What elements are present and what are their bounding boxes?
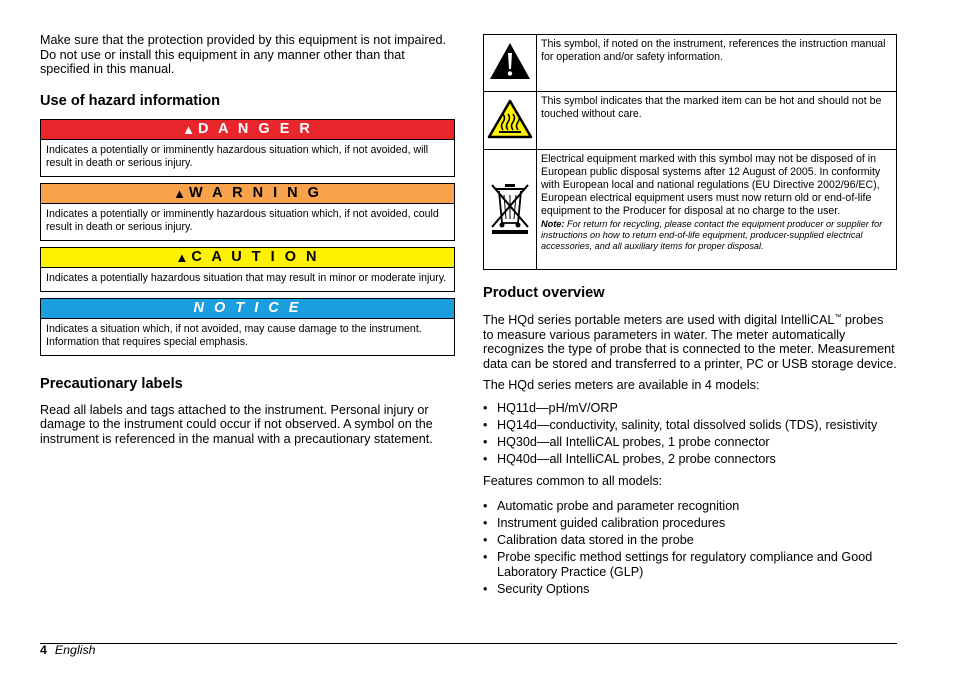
product-heading: Product overview [483,285,605,301]
symbol-table [483,34,897,270]
models-list [483,401,897,467]
intro-paragraph: Make sure that the protection provided by this equipment is not impaired. Do not use or install this equipment in any manner other than that specified in this manual. [40,33,447,77]
warning-triangle-icon: ▲ [175,249,189,265]
danger-box [40,119,455,177]
table-row [484,35,897,92]
symbol-text: Electrical equipment marked with this symbol may not be disposed of in European public disposal systems after 12 August of 2005. In conformity with European local and national regulations (EU Directive 2002/96/EC), European electrical equipment users must now return old or end-of-life equipment to the Producer for disposal at no charge to the user. [541,153,881,217]
footer [40,643,96,657]
warning-label: W A R N I N G [188,185,322,202]
danger-label: D A N G E R [197,121,313,138]
note [541,219,892,252]
note-text: For return for recycling, please contact the equipment producer or supplier for instructions on how to return end-of-life equipment, producer-supplied electrical accessories, and all auxiliary items for proper disposal. [541,219,883,251]
left-column [40,33,455,447]
features-list [483,499,897,596]
list-item: • Security Options [483,582,897,597]
precaution-paragraph: Read all labels and tags attached to the instrument. Personal injury or damage to the instrument could occur if not observed. A symbol on the instrument is referenced in the manual with a precautionary statement. [40,402,433,446]
notice-text: Indicates a situation which, if not avoided, may cause damage to the instrument. Information that requires special emphasis. [46,322,422,348]
list-item: • Instrument guided calibration procedures [483,516,897,531]
caution-text: Indicates a potentially hazardous situation that may result in minor or moderate injury. [46,271,447,284]
warning-text: Indicates a potentially or imminently hazardous situation which, if not avoided, could result in death or serious injury. [46,207,439,233]
note-label: Note: [541,219,565,229]
warning-triangle-icon [488,41,532,81]
caution-label: C A U T I O N [191,249,320,266]
footer-rule [40,643,897,644]
page-number: 4 [40,643,47,657]
precaution-heading: Precautionary labels [40,375,183,392]
symbol-text: This symbol, if noted on the instrument, references the instruction manual for operation and/or safety information. [537,35,897,92]
danger-text: Indicates a potentially or imminently hazardous situation which, if not avoided, will result in death or serious injury. [46,143,429,169]
weee-bin-icon [488,179,532,237]
list-item: • HQ40d—all IntelliCAL probes, 2 probe connectors [483,452,897,467]
table-row [484,92,897,150]
footer-language: English [54,643,96,657]
list-item: • HQ14d—conductivity, salinity, total dissolved solids (TDS), resistivity [483,418,897,433]
caution-box [40,247,455,292]
symbol-text: This symbol indicates that the marked item can be hot and should not be touched without care. [537,92,897,150]
features-intro: Features common to all models: [483,473,663,488]
right-column [483,34,897,599]
hot-surface-icon [487,99,533,139]
warning-triangle-icon: ▲ [173,185,186,201]
hazard-heading: Use of hazard information [40,92,221,109]
list-item: • HQ30d—all IntelliCAL probes, 1 probe connector [483,435,897,450]
list-item: • HQ11d—pH/mV/ORP [483,401,897,416]
notice-box [40,298,455,356]
warning-triangle-icon: ▲ [182,121,195,137]
table-row [484,150,897,270]
warning-box [40,183,455,241]
product-paragraph: The HQd series portable meters are used with digital IntelliCAL™ probes to measure various parameters in water. The meter automatically recognizes the type of probe that is connected to the meter. Measurement data can be stored and transferred to a printer, PC or USB storage device. [483,313,897,371]
list-item: • Probe specific method settings for regulatory compliance and Good Laboratory Practice (GLP) [483,550,897,579]
models-intro: The HQd series meters are available in 4 models: [483,377,760,392]
list-item: • Calibration data stored in the probe [483,533,897,548]
list-item: • Automatic probe and parameter recognition [483,499,897,514]
notice-label: N O T I C E [193,300,302,317]
